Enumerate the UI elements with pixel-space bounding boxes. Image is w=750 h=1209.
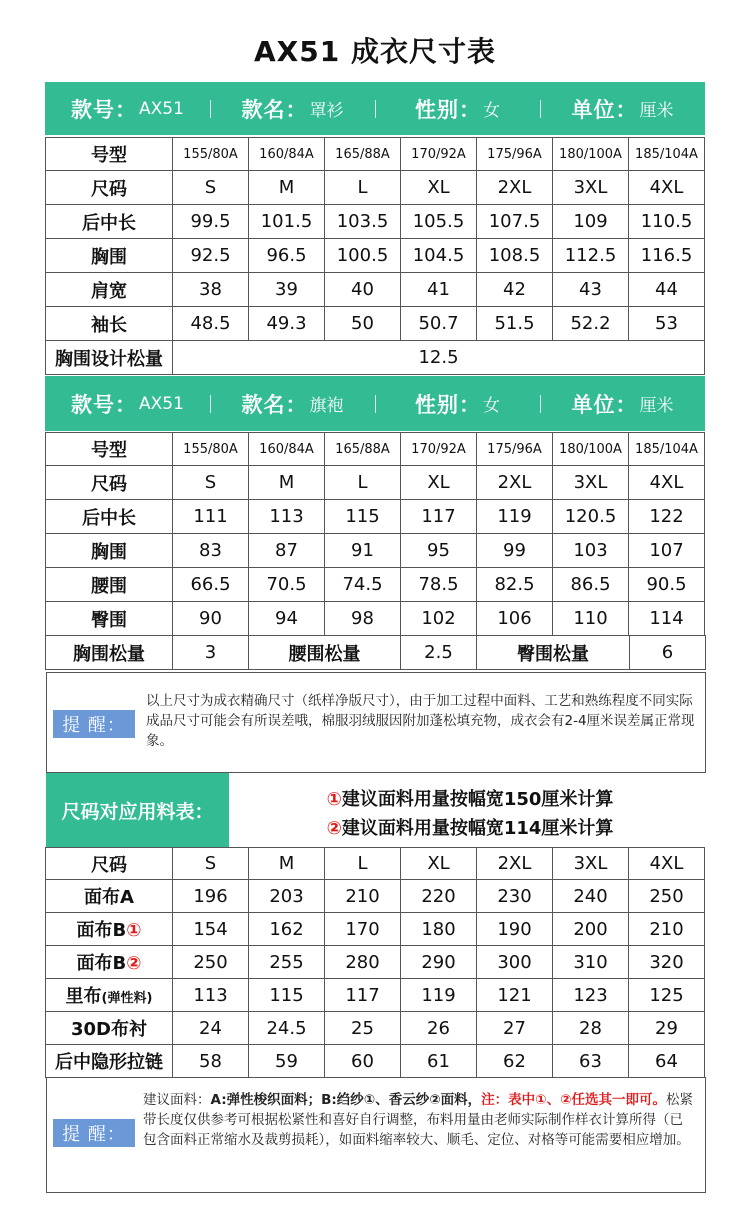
cell-value: 29: [629, 1012, 705, 1045]
row-label: 后中隐形拉链: [46, 1045, 173, 1078]
row-label: 面布B①: [46, 913, 173, 946]
cell-value: 27: [477, 1012, 553, 1045]
row-label: 胸围: [46, 534, 173, 568]
cell-value: 104.5: [401, 239, 477, 273]
cell-value: 105.5: [401, 205, 477, 239]
row-label: 号型: [46, 138, 173, 171]
cell-value: 210: [325, 880, 401, 913]
cell-value: 290: [401, 946, 477, 979]
chest-ease-label: 胸围松量: [46, 636, 173, 670]
style-name-cell: 款名： 罩衫: [210, 94, 375, 124]
row-label: 臀围: [46, 602, 173, 636]
cell-value: 107: [629, 534, 705, 568]
cell-value: 109: [553, 205, 629, 239]
cell-value: 122: [629, 500, 705, 534]
cell-value: 110.5: [629, 205, 705, 239]
cell-value: 102: [401, 602, 477, 636]
row-label: 后中长: [46, 500, 173, 534]
cell-value: 280: [325, 946, 401, 979]
cell-value: 112.5: [553, 239, 629, 273]
cell-value: 82.5: [477, 568, 553, 602]
cell-value: 51.5: [477, 307, 553, 341]
size-code: 180/100A: [553, 433, 629, 466]
hip-ease-value: 6: [630, 636, 706, 670]
cell-value: 106: [477, 602, 553, 636]
size-label: S: [173, 848, 249, 880]
cell-value: 320: [629, 946, 705, 979]
cell-value: XL: [401, 466, 477, 500]
cell-value: 162: [249, 913, 325, 946]
style-no-cell: 款号： AX51: [71, 392, 184, 417]
table-row: [46, 913, 705, 946]
cell-value: M: [249, 171, 325, 205]
cell-value: 210: [629, 913, 705, 946]
table-row: [46, 568, 705, 602]
cell-value: 101.5: [249, 205, 325, 239]
cell-value: 4XL: [629, 466, 705, 500]
cell-value: 220: [401, 880, 477, 913]
cell-value: 61: [401, 1045, 477, 1078]
cell-value: 26: [401, 1012, 477, 1045]
table-row: [46, 500, 705, 534]
cell-value: 41: [401, 273, 477, 307]
cell-value: 115: [325, 500, 401, 534]
table-row: [46, 433, 705, 466]
row-label: 尺码: [46, 848, 173, 880]
cell-value: 40: [325, 273, 401, 307]
size-code: 160/84A: [249, 433, 325, 466]
cell-value: 108.5: [477, 239, 553, 273]
row-label: 后中长: [46, 205, 173, 239]
usage-table: [45, 847, 705, 1078]
cell-value: 196: [173, 880, 249, 913]
cell-value: 86.5: [553, 568, 629, 602]
usage-tag: 尺码对应用料表：: [46, 773, 229, 848]
section2-ease-table: [45, 635, 706, 670]
row-label: 里布(弹性料): [46, 979, 173, 1012]
cell-value: 59: [249, 1045, 325, 1078]
table-row: [46, 1012, 705, 1045]
cell-value: 310: [553, 946, 629, 979]
size-label: 4XL: [629, 848, 705, 880]
cell-value: 96.5: [249, 239, 325, 273]
cell-value: 123: [553, 979, 629, 1012]
cell-value: 190: [477, 913, 553, 946]
cell-value: 200: [553, 913, 629, 946]
cell-value: 3XL: [553, 171, 629, 205]
row-label: 面布B②: [46, 946, 173, 979]
style-no-cell: 款号： AX51: [71, 97, 184, 122]
cell-value: 110: [553, 602, 629, 636]
cell-value: 64: [629, 1045, 705, 1078]
cell-value: 115: [249, 979, 325, 1012]
cell-value: 53: [629, 307, 705, 341]
size-code: 165/88A: [325, 138, 401, 171]
cell-value: 111: [173, 500, 249, 534]
cell-value: 203: [249, 880, 325, 913]
cell-value: 49.3: [249, 307, 325, 341]
size-code: 175/96A: [477, 433, 553, 466]
table-row: [46, 341, 705, 375]
cell-value: 38: [173, 273, 249, 307]
size-code: 170/92A: [401, 138, 477, 171]
cell-value: 58: [173, 1045, 249, 1078]
cell-value: 92.5: [173, 239, 249, 273]
cell-value: 50: [325, 307, 401, 341]
size-code: 155/80A: [173, 138, 249, 171]
size-code: 160/84A: [249, 138, 325, 171]
cell-value: 116.5: [629, 239, 705, 273]
cell-value: 48.5: [173, 307, 249, 341]
cell-value: 91: [325, 534, 401, 568]
section1-size-table: [45, 137, 705, 375]
row-label: 肩宽: [46, 273, 173, 307]
table-row: [46, 602, 705, 636]
cell-value: 95: [401, 534, 477, 568]
table-row: [46, 171, 705, 205]
row-label: 尺码: [46, 466, 173, 500]
cell-value: S: [173, 171, 249, 205]
row-label: 胸围: [46, 239, 173, 273]
cell-value: XL: [401, 171, 477, 205]
cell-value: 170: [325, 913, 401, 946]
cell-value: 300: [477, 946, 553, 979]
cell-value: 70.5: [249, 568, 325, 602]
table-row: [46, 979, 705, 1012]
cell-value: 255: [249, 946, 325, 979]
cell-value: 125: [629, 979, 705, 1012]
size-label: M: [249, 848, 325, 880]
cell-value: 100.5: [325, 239, 401, 273]
section2-size-table: [45, 432, 705, 636]
table-row: [46, 307, 705, 341]
table-row: [46, 239, 705, 273]
cell-value: 78.5: [401, 568, 477, 602]
cell-value: 50.7: [401, 307, 477, 341]
cell-value: 250: [629, 880, 705, 913]
usage-note-1: ①建议面料用量按幅宽150厘米计算: [326, 789, 614, 810]
chest-ease-value: 3: [173, 636, 249, 670]
cell-value: 119: [477, 500, 553, 534]
cell-value: L: [325, 171, 401, 205]
cell-value: 42: [477, 273, 553, 307]
size-label: XL: [401, 848, 477, 880]
cell-value: 113: [173, 979, 249, 1012]
size-label: 2XL: [477, 848, 553, 880]
row-label: 面布A: [46, 880, 173, 913]
unit-cell: 单位： 厘米: [540, 389, 705, 419]
cell-value: 87: [249, 534, 325, 568]
row-label: 胸围设计松量: [46, 341, 173, 375]
page-title: AX51 成衣尺寸表: [254, 35, 496, 68]
reminder-tag: 提 醒：: [53, 710, 135, 738]
cell-value: 24.5: [249, 1012, 325, 1045]
cell-value: 99: [477, 534, 553, 568]
cell-value: 114: [629, 602, 705, 636]
cell-value: 230: [477, 880, 553, 913]
size-label: L: [325, 848, 401, 880]
cell-value: 44: [629, 273, 705, 307]
size-code: 170/92A: [401, 433, 477, 466]
reminder-box-1: [46, 672, 706, 773]
cell-value: 28: [553, 1012, 629, 1045]
table-row: [46, 273, 705, 307]
ease-value: 12.5: [173, 341, 705, 375]
row-label: 袖长: [46, 307, 173, 341]
cell-value: 52.2: [553, 307, 629, 341]
reminder-box-2: [46, 1077, 706, 1193]
cell-value: 98: [325, 602, 401, 636]
cell-value: 250: [173, 946, 249, 979]
size-code: 180/100A: [553, 138, 629, 171]
cell-value: 2XL: [477, 171, 553, 205]
cell-value: S: [173, 466, 249, 500]
cell-value: L: [325, 466, 401, 500]
cell-value: 154: [173, 913, 249, 946]
cell-value: 25: [325, 1012, 401, 1045]
cell-value: 74.5: [325, 568, 401, 602]
table-row: [46, 534, 705, 568]
cell-value: 119: [401, 979, 477, 1012]
table-row: [46, 946, 705, 979]
cell-value: 99.5: [173, 205, 249, 239]
size-code: 185/104A: [629, 138, 705, 171]
table-row: [46, 880, 705, 913]
cell-value: 117: [401, 500, 477, 534]
cell-value: 120.5: [553, 500, 629, 534]
size-code: 175/96A: [477, 138, 553, 171]
cell-value: 2XL: [477, 466, 553, 500]
cell-value: 4XL: [629, 171, 705, 205]
cell-value: 90: [173, 602, 249, 636]
cell-value: 83: [173, 534, 249, 568]
hip-ease-label: 臀围松量: [477, 636, 630, 670]
style-name-cell: 款名： 旗袍: [210, 389, 375, 419]
table-row: [46, 138, 705, 171]
cell-value: 90.5: [629, 568, 705, 602]
size-code: 185/104A: [629, 433, 705, 466]
table-row: [46, 848, 705, 880]
cell-value: 94: [249, 602, 325, 636]
table-row: [46, 205, 705, 239]
size-code: 165/88A: [325, 433, 401, 466]
cell-value: 66.5: [173, 568, 249, 602]
usage-note-2: ②建议面料用量按幅宽114厘米计算: [326, 818, 614, 839]
cell-value: 240: [553, 880, 629, 913]
cell-value: 107.5: [477, 205, 553, 239]
unit-cell: 单位： 厘米: [540, 94, 705, 124]
cell-value: 39: [249, 273, 325, 307]
cell-value: 103.5: [325, 205, 401, 239]
cell-value: 180: [401, 913, 477, 946]
size-code: 155/80A: [173, 433, 249, 466]
size-label: 3XL: [553, 848, 629, 880]
reminder-text: 以上尺寸为成衣精确尺寸（纸样净版尺寸），由于加工过程中面料、工艺和熟练程度不同实际成品尺寸可能会有所误差哦，棉服羽绒服因附加蓬松填充物，成衣会有2-4厘米误差属正常现象。: [146, 693, 695, 749]
table-row: [46, 1045, 705, 1078]
cell-value: 3XL: [553, 466, 629, 500]
cell-value: 43: [553, 273, 629, 307]
section1-header-bar: [45, 82, 705, 135]
cell-value: 24: [173, 1012, 249, 1045]
row-label: 号型: [46, 433, 173, 466]
gender-cell: 性别： 女: [375, 389, 540, 419]
cell-value: 117: [325, 979, 401, 1012]
cell-value: 60: [325, 1045, 401, 1078]
cell-value: 63: [553, 1045, 629, 1078]
waist-ease-label: 腰围松量: [249, 636, 401, 670]
waist-ease-value: 2.5: [401, 636, 477, 670]
table-row: [46, 466, 705, 500]
cell-value: 103: [553, 534, 629, 568]
reminder-text: 建议面料：A:弹性梭织面料；B:绉纱①、香云纱②面料，注：表中①、②任选其一即可。松紧带长度仅供参考可根据松紧性和喜好自行调整，布料用量由老师实际制作样衣计算所得（已包含面料正常缩水及裁剪损耗），如面料缩率较大、顺毛、定位、对格等可能需要相应增加。: [143, 1092, 694, 1148]
row-label: 腰围: [46, 568, 173, 602]
cell-value: 121: [477, 979, 553, 1012]
gender-cell: 性别： 女: [375, 94, 540, 124]
cell-value: 113: [249, 500, 325, 534]
row-label: 尺码: [46, 171, 173, 205]
reminder-tag: 提 醒：: [53, 1119, 135, 1147]
row-label: 30D布衬: [46, 1012, 173, 1045]
cell-value: M: [249, 466, 325, 500]
cell-value: 62: [477, 1045, 553, 1078]
section2-header-bar: [45, 376, 705, 431]
table-row: [46, 636, 706, 670]
